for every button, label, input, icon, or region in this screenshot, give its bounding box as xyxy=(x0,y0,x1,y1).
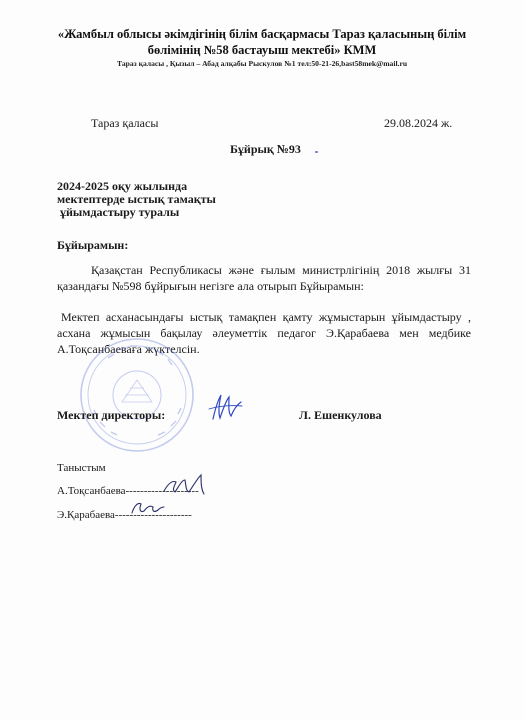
ink-dot xyxy=(315,151,318,153)
order-title: Бұйрық №93 xyxy=(230,142,301,156)
document-place: Тараз қаласы xyxy=(91,116,159,130)
paragraph-assignment: Мектеп асханасындағы ыстық тамақпен қамту жұмыстарын ұйымдастыру , асхана жұмысын бақылау әлеуметтік педагог Э.Қарабаева мен медбике А.Тоқсанбаеваға жүктелсін. xyxy=(57,310,471,356)
document-date: 29.08.2024 ж. xyxy=(384,116,453,130)
order-subject: 2024-2025 оқу жылында мектептерде ыстық тамақты ұйымдастыру туралы xyxy=(57,179,216,219)
paragraph-basis: Қазақстан Республикасы және ғылым министрлігінің 2018 жылғы 31 қазандағы №598 бұйрығын негізге ала отырып Бұйырамын: xyxy=(57,263,471,293)
director-signature xyxy=(205,392,245,422)
director-name: Л. Ешенкулова xyxy=(299,408,382,422)
director-label: Мектеп директоры: xyxy=(57,408,166,422)
signature-line-karabaeva: Э.Қарабаева--------------------- xyxy=(57,509,192,521)
acquainted-label: Таныстым xyxy=(57,462,106,474)
signature-line-toksanbaeva: А.Тоқсанбаева-------------------- xyxy=(57,485,199,497)
order-word: Бұйырамын: xyxy=(57,238,129,252)
toksanbaeva-signature xyxy=(160,472,212,498)
official-stamp xyxy=(78,336,196,454)
organization-address: Тараз қаласы , Қызыл – Абад алқабы Рыскулов №1 тел:50-21-26,bast58mek@mail.ru xyxy=(116,59,408,68)
organization-header: «Жамбыл облысы әкімдігінің білім басқармасы Тараз қаласының білім бөлімінің №58 бастауыш мектебі» КММ xyxy=(57,27,467,57)
karabaeva-signature xyxy=(126,498,166,518)
